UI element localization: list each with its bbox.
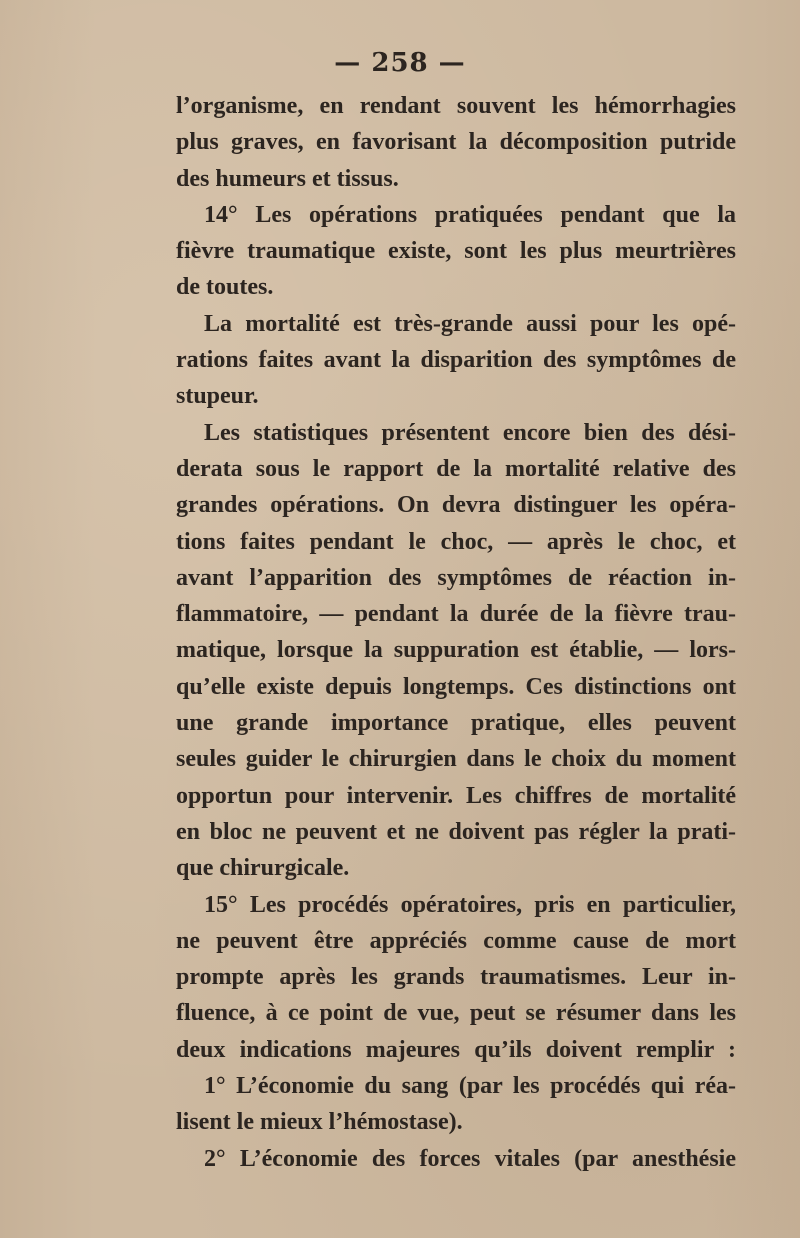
text-line: deux indications majeures qu’ils doivent remplir : [176,1036,736,1063]
text-line: stupeur. [176,383,259,410]
text-line: 14° Les opérations pratiquées pendant que la [204,201,736,228]
text-line: des humeurs et tissus. [176,165,399,192]
text-line: en bloc ne peuvent et ne doivent pas régler la prati- [176,818,736,845]
text-line: rations faites avant la disparition des symptômes de [176,347,736,374]
text-line: 1° L’économie du sang (par les procédés qui réa- [204,1073,736,1100]
text-line: derata sous le rapport de la mortalité relative des [176,455,736,482]
text-line: que chirurgicale. [176,855,350,882]
page-number: — 258 — [334,48,466,78]
text-line: 2° L’économie des forces vitales (par anesthésie [204,1145,736,1172]
text-line: qu’elle existe depuis longtemps. Ces distinctions ont [176,673,736,700]
text-line: fièvre traumatique existe, sont les plus meurtrières [176,238,736,265]
text-line: Les statistiques présentent encore bien des dési- [204,419,736,446]
body-text [176,88,736,1177]
text-line: opportun pour intervenir. Les chiffres de mortalité [176,782,736,809]
text-line: seules guider le chirurgien dans le choix du moment [176,746,736,773]
text-line: matique, lorsque la suppuration est établie, — lors- [176,637,736,664]
text-line: plus graves, en favorisant la décomposition putride [176,129,736,156]
text-line: ne peuvent être appréciés comme cause de mort [176,927,736,954]
text-line: de toutes. [176,274,274,301]
text-line: avant l’apparition des symptômes de réaction in- [176,564,736,591]
text-line: une grande importance pratique, elles peuvent [176,710,736,737]
text-line: lisent le mieux l’hémostase). [176,1109,463,1136]
text-line: La mortalité est très-grande aussi pour les opé- [204,310,736,337]
text-line: grandes opérations. On devra distinguer les opéra- [176,492,736,519]
text-line: 15° Les procédés opératoires, pris en particulier, [204,891,736,918]
text-line: flammatoire, — pendant la durée de la fièvre trau- [176,601,736,628]
text-line: fluence, à ce point de vue, peut se résumer dans les [176,1000,736,1027]
text-line: tions faites pendant le choc, — après le choc, et [176,528,736,555]
text-line: prompte après les grands traumatismes. Leur in- [176,964,736,991]
text-line: l’organisme, en rendant souvent les hémorrhagies [176,93,736,119]
